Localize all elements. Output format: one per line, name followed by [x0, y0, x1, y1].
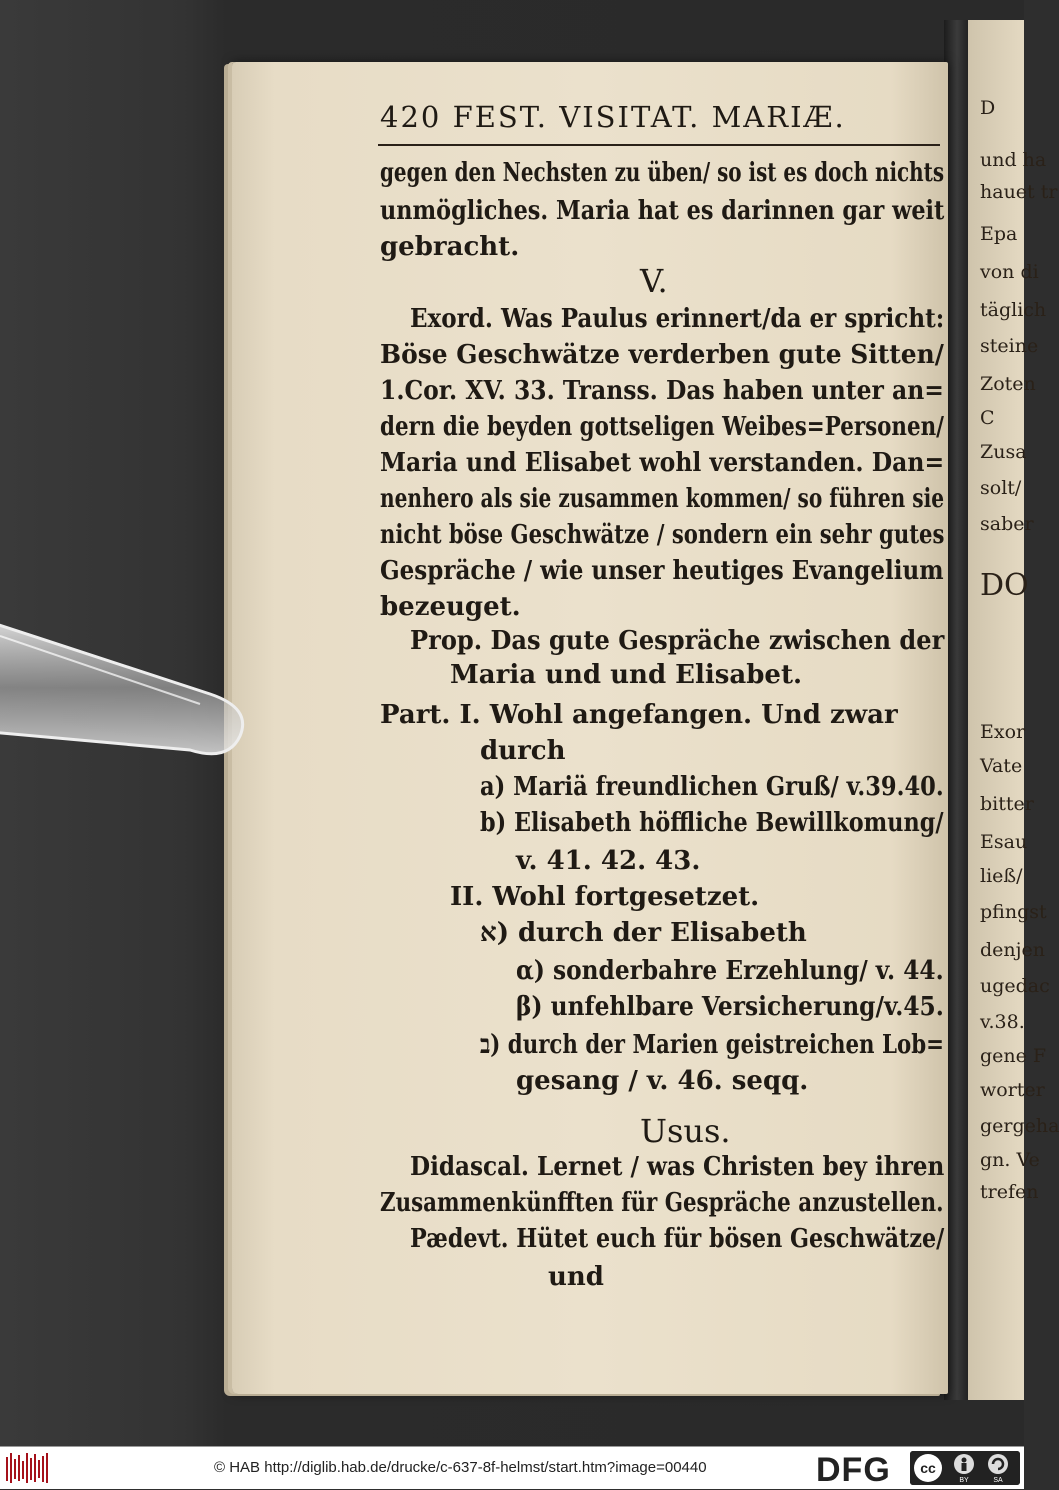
svg-text:cc: cc [920, 1460, 936, 1476]
text-line: nicht böse Geschwätze / sondern ein sehr gutes [380, 520, 945, 550]
text-line: Maria und und Elisabet. [450, 660, 803, 690]
text-line: Exord. Was Paulus erinnert/da er spricht: [410, 304, 945, 334]
text-line: α) sonderbahre Erzehlung/ v. 44. [516, 956, 944, 986]
text-line: ב) durch der Marien geistreichen Lob= [480, 1030, 944, 1060]
footer-bar [0, 1446, 1024, 1489]
svg-text:SA: SA [993, 1477, 1003, 1484]
text-line: gegen den Nechsten zu üben/ so ist es doch nichts [380, 158, 945, 188]
text-line: Gespräche / wie unser heutiges Evangelium [380, 556, 944, 586]
text-line: a) Mariä freundlichen Gruß/ v.39.40. [480, 772, 944, 802]
text-line: bezeuget. [380, 592, 521, 622]
text-line: Usus. [640, 1112, 731, 1150]
text-line: Part. I. Wohl angefangen. Und zwar [380, 700, 898, 730]
text-line: b) Elisabeth höffliche Bewillkomung/ [480, 808, 944, 838]
text-line: Maria und Elisabet wohl verstanden. Dan= [380, 448, 945, 478]
text-line: β) unfehlbare Versicherung/v.45. [516, 992, 944, 1022]
page-header: 420 FEST. VISITAT. MARIÆ. [380, 100, 846, 134]
dfg-logo: DFG [816, 1451, 891, 1489]
text-line: durch [480, 736, 566, 766]
text-line: א) durch der Elisabeth [480, 918, 807, 948]
source-link[interactable]: © HAB http://diglib.hab.de/drucke/c-637-8f-helmst/start.htm?image=00440 [214, 1459, 707, 1476]
cc-by-sa-license-icon[interactable] [910, 1451, 1020, 1485]
text-line: Pædevt. Hütet euch für bösen Geschwätze/ [410, 1224, 945, 1254]
text-line: Zusammenkünfften für Gespräche anzustellen. [380, 1188, 944, 1218]
text-line: nenhero als sie zusammen kommen/ so führen sie [380, 484, 945, 514]
header-rule [378, 144, 940, 146]
text-line: V. [640, 262, 668, 300]
text-line: II. Wohl fortgesetzet. [450, 882, 760, 912]
text-line: unmögliches. Maria hat es darinnen gar weit [380, 196, 945, 226]
text-line: dern die beyden gottseligen Weibes=Personen/ [380, 412, 944, 442]
facing-page: D und ha hauet tr Epa von di täglich steine Zoten C Zusa solt/ saber DO Exor Vate bitter Esau ließ/ pfingst denjen ugedac v.38. gene F worter gergeha gn. Ve trefen [968, 20, 1024, 1400]
hab-logo-icon [6, 1453, 50, 1483]
text-line: Didascal. Lernet / was Christen bey ihren [410, 1152, 945, 1182]
text-line: Böse Geschwätze verderben gute Sitten/ [380, 340, 944, 370]
page-clamp [0, 612, 260, 762]
text-line: gesang / v. 46. seqq. [516, 1066, 809, 1096]
text-line: v. 41. 42. 43. [516, 846, 701, 876]
text-line: 1.Cor. XV. 33. Transs. Das haben unter an= [380, 376, 944, 406]
text-line: gebracht. [380, 232, 520, 262]
text-line: Prop. Das gute Gespräche zwischen der [410, 626, 945, 656]
text-line: und [548, 1262, 604, 1292]
svg-text:BY: BY [959, 1477, 969, 1484]
